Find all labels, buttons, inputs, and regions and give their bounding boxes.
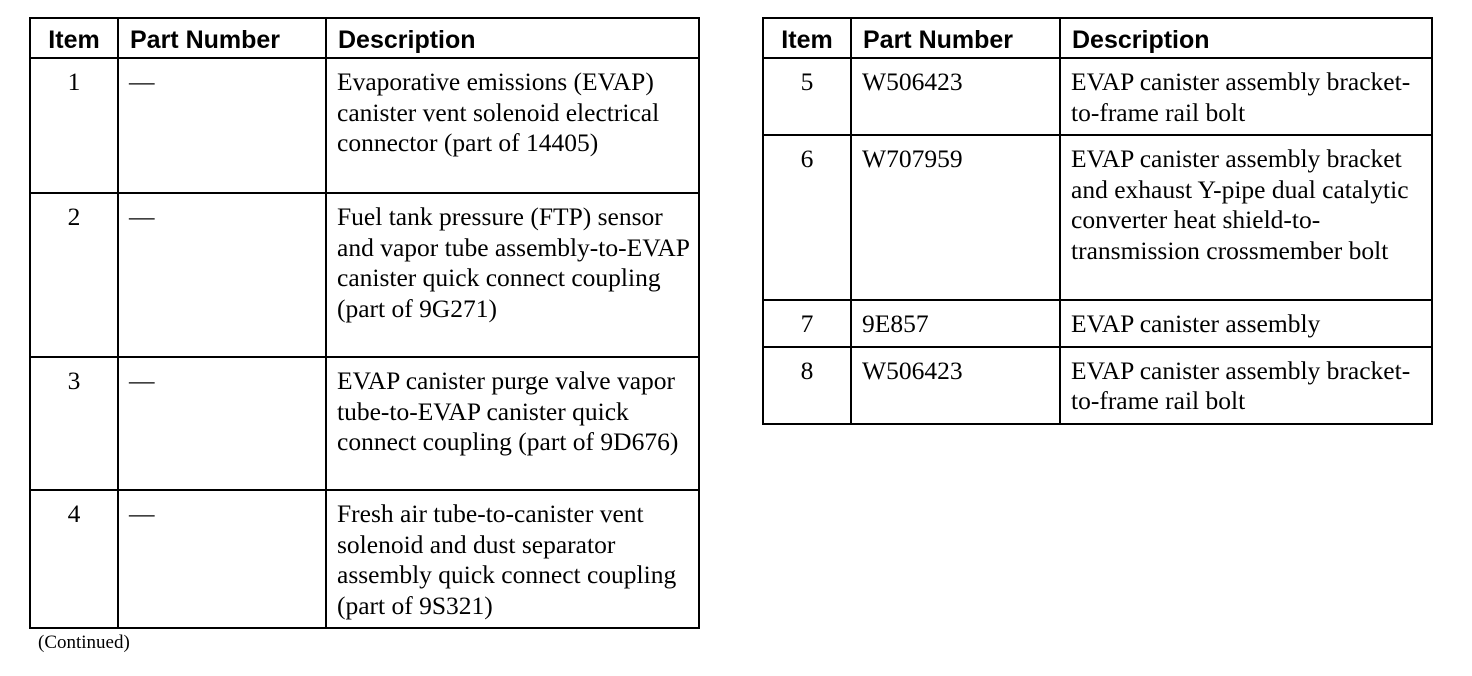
- header-part-number: Part Number: [118, 18, 326, 58]
- cell-description: Evaporative emissions (EVAP) canister vent solenoid electrical connector (part of 14405): [326, 58, 699, 193]
- cell-item: 8: [763, 347, 851, 424]
- table-row: [763, 135, 1432, 300]
- cell-part-number: W506423: [851, 347, 1060, 424]
- cell-part-number: 9E857: [851, 300, 1060, 347]
- cell-item: 1: [30, 58, 118, 193]
- cell-description: Fuel tank pressure (FTP) sensor and vapor tube assembly-to-EVAP canister quick connect coupling (part of 9G271): [326, 193, 699, 357]
- table-row: [763, 347, 1432, 424]
- header-description: Description: [1060, 18, 1432, 58]
- cell-item: 4: [30, 490, 118, 628]
- table-row: [30, 193, 699, 357]
- header-description: Description: [326, 18, 699, 58]
- cell-item: 5: [763, 58, 851, 135]
- cell-part-number: —: [118, 357, 326, 490]
- table-header-row: [30, 18, 699, 58]
- cell-part-number: —: [118, 193, 326, 357]
- cell-item: 3: [30, 357, 118, 490]
- header-item: Item: [30, 18, 118, 58]
- continued-note: (Continued): [38, 632, 130, 653]
- parts-table-left: [29, 17, 700, 629]
- table-header-row: [763, 18, 1432, 58]
- cell-part-number: W707959: [851, 135, 1060, 300]
- table-row: [30, 58, 699, 193]
- cell-description: EVAP canister assembly bracket-to-frame rail bolt: [1060, 58, 1432, 135]
- cell-part-number: W506423: [851, 58, 1060, 135]
- cell-item: 7: [763, 300, 851, 347]
- cell-item: 2: [30, 193, 118, 357]
- header-part-number: Part Number: [851, 18, 1060, 58]
- cell-item: 6: [763, 135, 851, 300]
- cell-description: EVAP canister assembly bracket and exhaust Y-pipe dual catalytic converter heat shield-to-transmission crossmember bolt: [1060, 135, 1432, 300]
- cell-description: EVAP canister purge valve vapor tube-to-EVAP canister quick connect coupling (part of 9D676): [326, 357, 699, 490]
- cell-description: Fresh air tube-to-canister vent solenoid and dust separator assembly quick connect coupling (part of 9S321): [326, 490, 699, 628]
- cell-part-number: —: [118, 490, 326, 628]
- header-item: Item: [763, 18, 851, 58]
- table-row: [763, 300, 1432, 347]
- table-row: [30, 490, 699, 628]
- cell-description: EVAP canister assembly bracket-to-frame rail bolt: [1060, 347, 1432, 424]
- cell-description: EVAP canister assembly: [1060, 300, 1432, 347]
- cell-part-number: —: [118, 58, 326, 193]
- table-row: [30, 357, 699, 490]
- parts-table-right: [762, 17, 1433, 425]
- table-row: [763, 58, 1432, 135]
